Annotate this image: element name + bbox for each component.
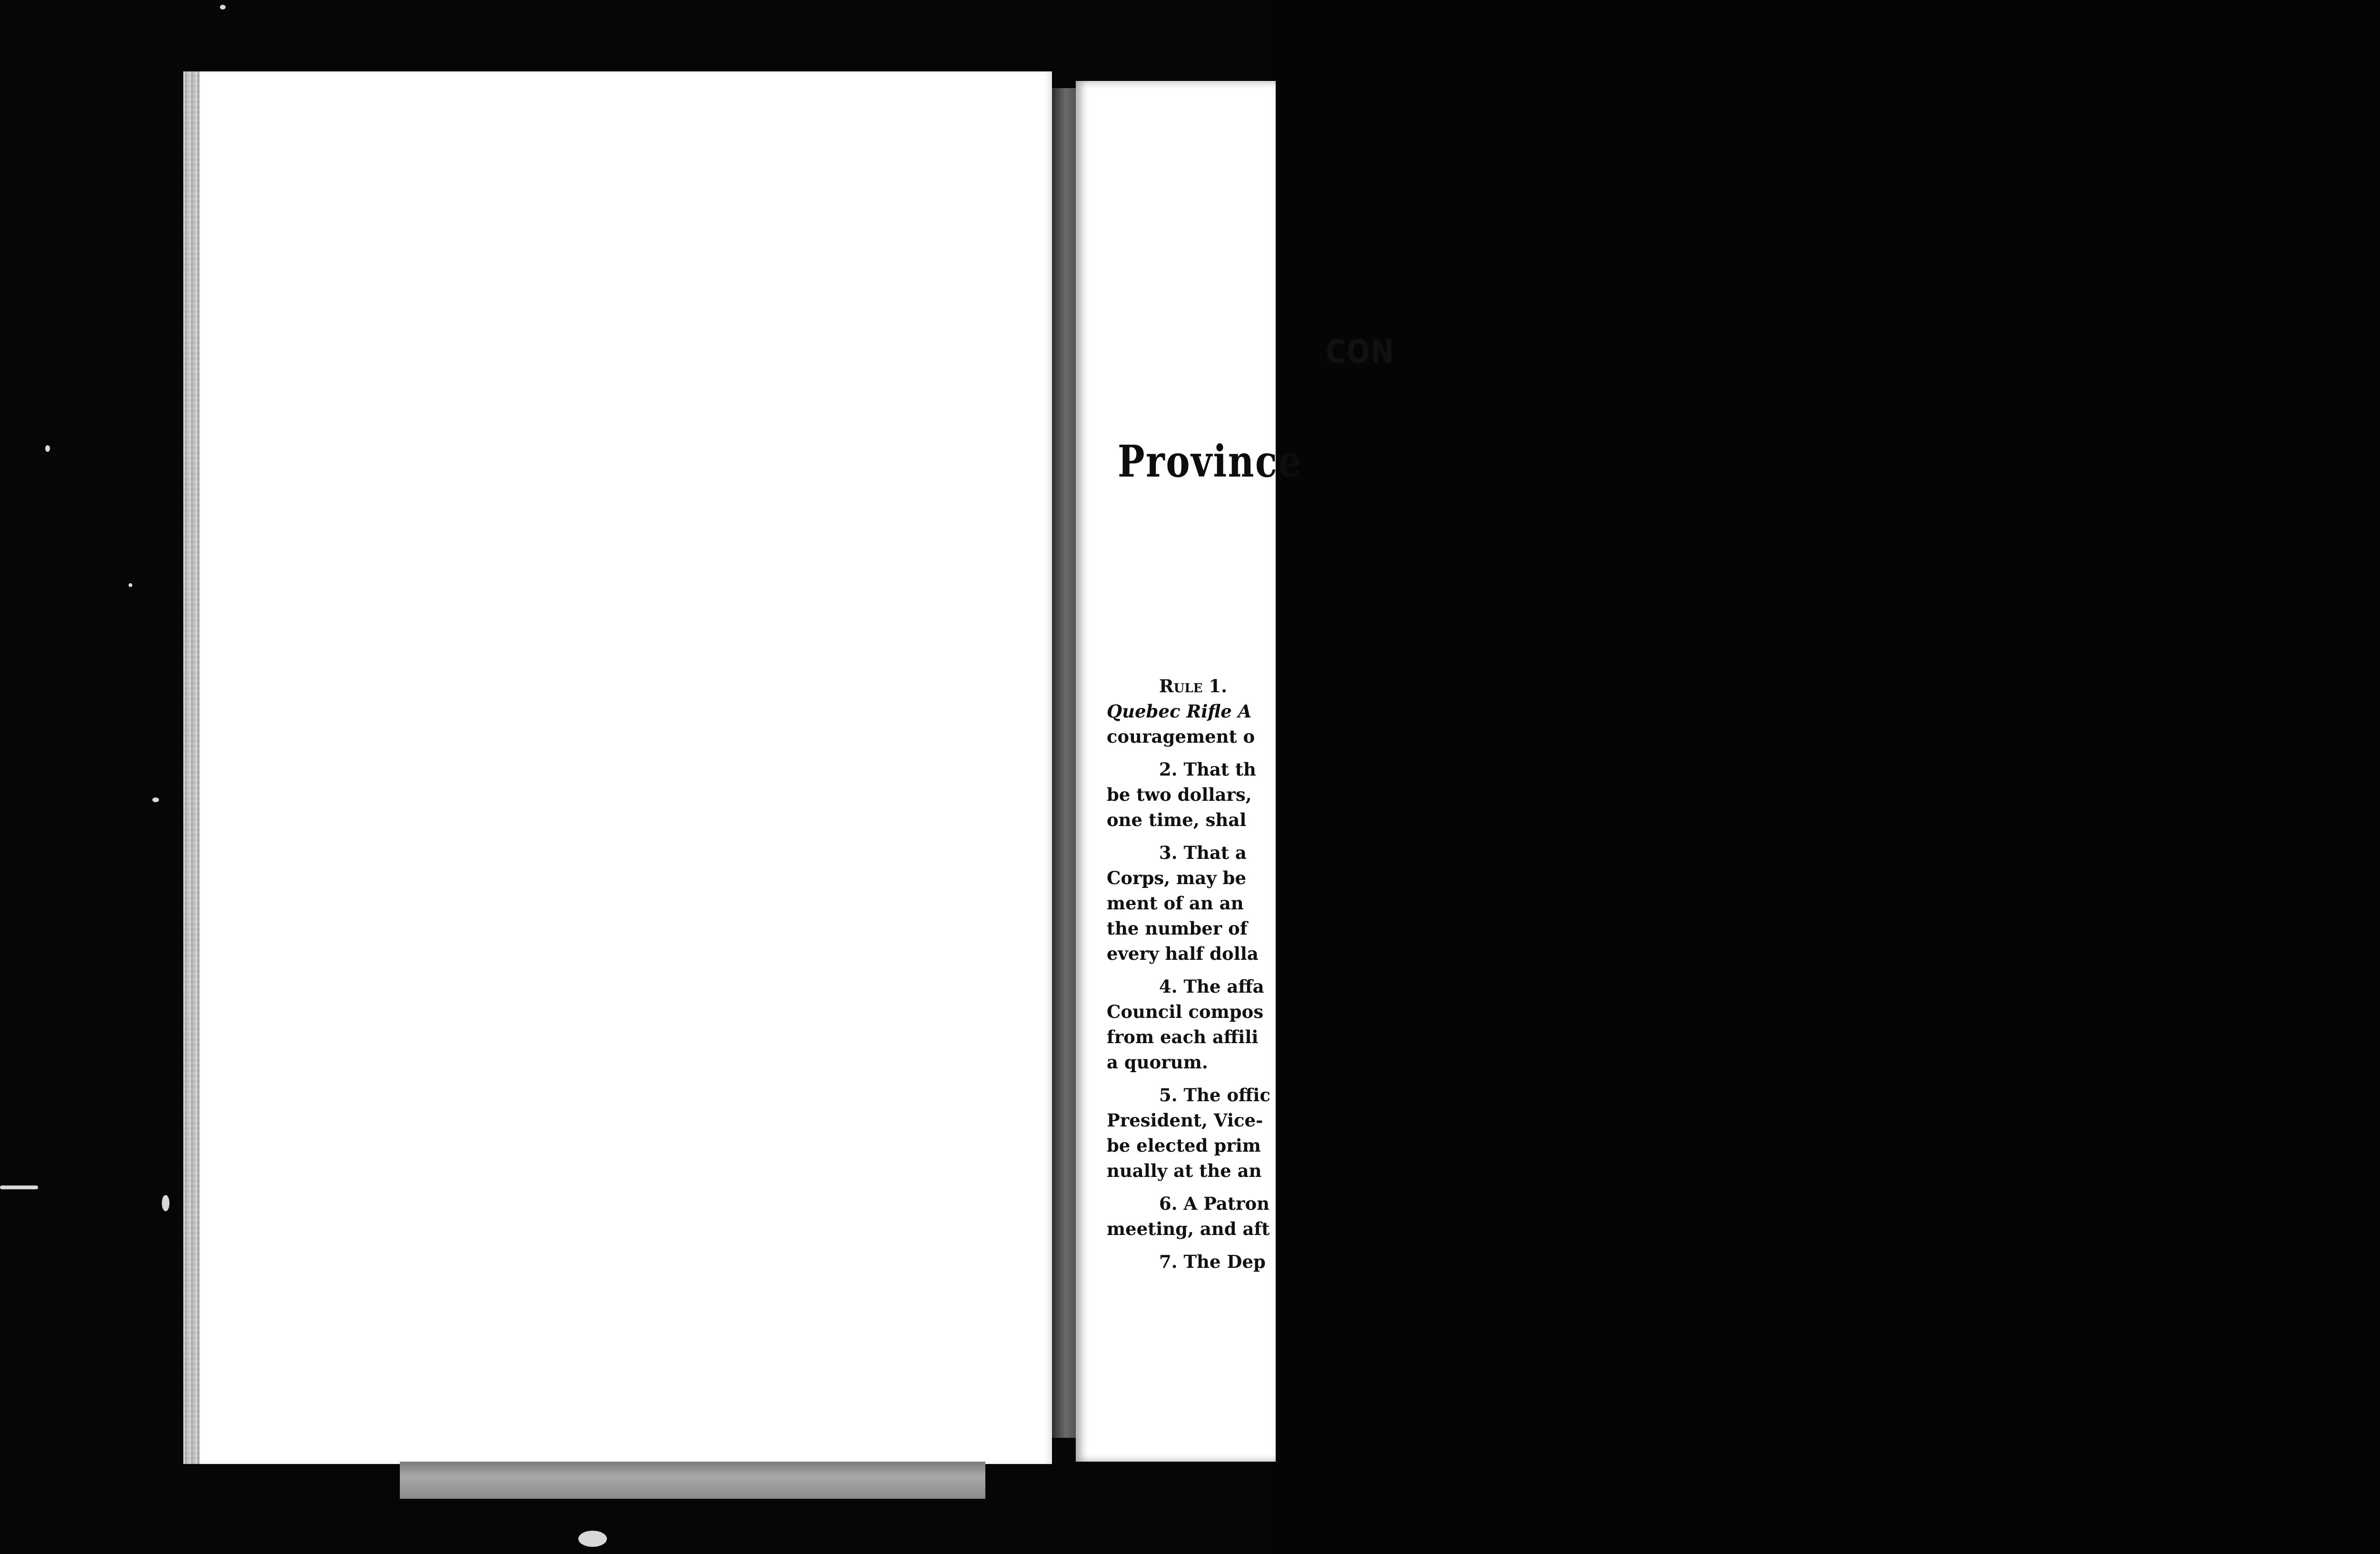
dust-speck	[578, 1531, 607, 1547]
text-line: Council compos	[1107, 1001, 1264, 1022]
dust-speck	[0, 1185, 38, 1189]
page-subheading: Province	[1118, 436, 1302, 487]
text-line: 4. The affa	[1159, 976, 1264, 997]
dust-speck	[162, 1195, 169, 1211]
text-line: 3. That a	[1159, 842, 1247, 863]
text-line: be elected prim	[1107, 1135, 1261, 1156]
text-line: President, Vice-	[1107, 1110, 1263, 1131]
text-line: 5. The offic	[1159, 1085, 1270, 1106]
text-line: 7. The Dep	[1159, 1251, 1266, 1272]
book-bottom-band	[400, 1462, 985, 1499]
dust-speck	[45, 445, 50, 452]
rules-text	[1107, 674, 2154, 1275]
dust-speck	[220, 5, 226, 10]
text-line: one time, shal	[1107, 809, 1247, 830]
text-line: Quebec Rifle A	[1107, 701, 1252, 722]
text-line: meeting, and aft	[1107, 1218, 1270, 1239]
dust-speck	[152, 797, 159, 802]
text-line: be two dollars,	[1107, 784, 1252, 805]
text-line: every half dolla	[1107, 943, 1259, 964]
text-line: Corps, may be	[1107, 867, 1247, 888]
text-line: Rule 1.	[1159, 676, 1228, 697]
text-line: couragement o	[1107, 726, 1255, 747]
text-line: a quorum.	[1107, 1052, 1208, 1073]
dust-speck	[129, 583, 132, 587]
right-printed-page	[1076, 81, 1395, 1462]
page-heading: CON	[1326, 333, 1395, 371]
text-line: ment of an an	[1107, 893, 1244, 914]
text-line: 6. A Patron	[1159, 1193, 1270, 1214]
text-line: from each affili	[1107, 1026, 1259, 1047]
blank-left-page	[200, 71, 1052, 1464]
page-text-layer	[1076, 81, 2380, 1462]
text-line: nually at the an	[1107, 1160, 1262, 1181]
text-line: 2. That th	[1159, 759, 1256, 780]
text-line: the number of	[1107, 918, 1248, 939]
